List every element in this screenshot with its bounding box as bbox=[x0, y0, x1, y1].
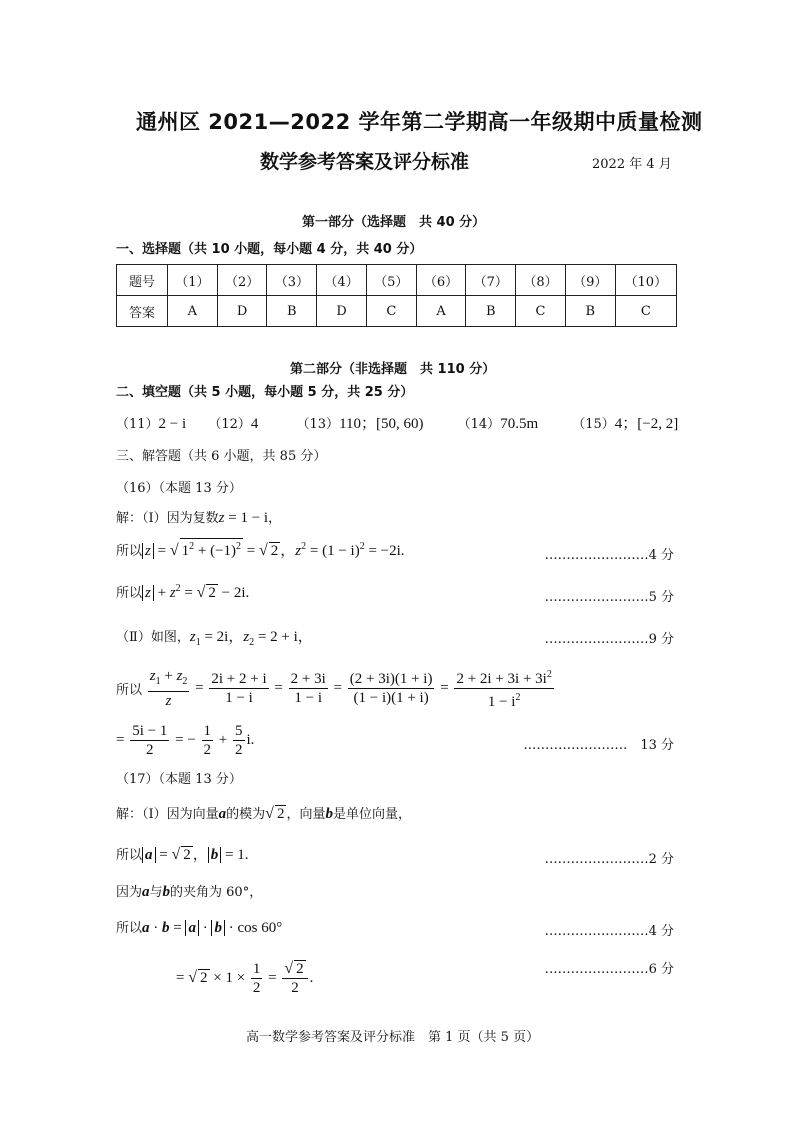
q17-heading: （17）（本题 13 分） bbox=[116, 772, 242, 787]
q17-line2-prefix: 所以 bbox=[116, 848, 143, 863]
q16-line5 bbox=[116, 666, 556, 711]
q16-score1: ……………………4 分 bbox=[544, 548, 674, 563]
q16-line6-math: = $\frac{5i - 1}{2}$ = − $\frac{1}{2}$ + $\frac{5}{2}$ i. bbox=[116, 723, 255, 758]
q17-score2: ……………………4 分 bbox=[544, 924, 674, 939]
q17-line4-prefix: 所以 bbox=[116, 921, 143, 936]
fill-answers-row bbox=[116, 412, 679, 433]
q16-line4-math: $z_1 = 2i$，$z_2 = 2 + i$， bbox=[189, 629, 313, 648]
table-row bbox=[117, 265, 677, 296]
table-cell-label: 题号 bbox=[117, 265, 168, 296]
fill-label-14: （14） bbox=[457, 417, 501, 432]
part1-heading: 第一部分（选择题 共 40 分） bbox=[302, 215, 486, 230]
q16-line4 bbox=[116, 625, 313, 648]
q17-line3-a: 因为 bbox=[116, 885, 143, 900]
q17-line1-a: 解：（Ⅰ）因为向量 bbox=[116, 807, 219, 822]
q16-line2-prefix: 所以 bbox=[116, 544, 143, 559]
table-cell: （10） bbox=[615, 265, 676, 296]
solve-section-title: 三、解答题（共 6 小题，共 85 分） bbox=[116, 449, 327, 464]
q17-line1 bbox=[116, 803, 411, 823]
table-cell: B bbox=[267, 296, 317, 327]
table-cell: （9） bbox=[565, 265, 615, 296]
vector-a: a bbox=[142, 884, 150, 900]
table-cell: C bbox=[516, 296, 566, 327]
q17-line2 bbox=[116, 843, 249, 864]
fill-label-11: （11） bbox=[116, 417, 159, 432]
q17-line5-math: = √ 2 × 1 × $\frac{1}{2}$ = $\frac{√ 2}{2}$ . bbox=[176, 960, 314, 996]
q16-line1-math: z = 1 − i bbox=[218, 510, 269, 526]
q17-line2-math: a = √ 2 ， b = 1. bbox=[142, 847, 248, 863]
table-cell: （3） bbox=[267, 265, 317, 296]
table-cell: A bbox=[168, 296, 218, 327]
q17-line3-c: 的夹角为 60°， bbox=[170, 885, 263, 900]
q16-score4: …………………… 13 分 bbox=[523, 738, 674, 753]
vector-a: a bbox=[218, 806, 227, 822]
q17-line1-b: 的模为 bbox=[226, 807, 266, 822]
q16-score2: ……………………5 分 bbox=[544, 590, 674, 605]
table-cell: （5） bbox=[366, 265, 416, 296]
table-cell: A bbox=[416, 296, 466, 327]
table-cell: B bbox=[565, 296, 615, 327]
page-subtitle: 数学参考答案及评分标准 bbox=[260, 151, 470, 173]
table-cell: （8） bbox=[516, 265, 566, 296]
table-cell: C bbox=[366, 296, 416, 327]
q17-score3: ……………………6 分 bbox=[544, 962, 674, 977]
table-cell: （2） bbox=[217, 265, 267, 296]
q16-line6 bbox=[116, 722, 254, 759]
q16-line2 bbox=[116, 538, 405, 560]
vector-b: b bbox=[162, 884, 171, 900]
fill-answer-14: 70.5m bbox=[500, 416, 539, 432]
table-cell: C bbox=[615, 296, 676, 327]
q16-line2-math: z = √ $1^2 + (-1)^2$ = √ 2 ，$z^2 = (1 - i)^2 = -2i$. bbox=[142, 543, 405, 559]
exam-date: 2022 年 4 月 bbox=[592, 157, 672, 172]
table-cell: B bbox=[466, 296, 516, 327]
table-cell: （6） bbox=[416, 265, 466, 296]
q17-line3-b: 与 bbox=[149, 885, 163, 900]
page-footer: 高一数学参考答案及评分标准 第 1 页（共 5 页） bbox=[246, 1030, 540, 1045]
vector-b: b bbox=[325, 806, 333, 822]
fill-label-13: （13） bbox=[296, 417, 340, 432]
fill-answer-12: 4 bbox=[250, 416, 259, 432]
choice-section-title: 一、选择题（共 10 小题，每小题 4 分，共 40 分） bbox=[116, 242, 423, 257]
q17-line5 bbox=[176, 960, 313, 997]
q16-line3 bbox=[116, 582, 249, 602]
part2-heading: 第二部分（非选择题 共 110 分） bbox=[290, 362, 496, 377]
q17-line4 bbox=[116, 917, 282, 937]
q16-heading: （16）（本题 13 分） bbox=[116, 481, 242, 496]
q17-score1: ……………………2 分 bbox=[544, 852, 674, 867]
q17-line1-c: ，向量 bbox=[286, 807, 326, 822]
table-cell: （1） bbox=[168, 265, 218, 296]
fill-section-title: 二、填空题（共 5 小题，每小题 5 分，共 25 分） bbox=[116, 385, 414, 400]
q16-score3: ……………………9 分 bbox=[544, 632, 674, 647]
table-cell: D bbox=[217, 296, 267, 327]
table-cell: D bbox=[317, 296, 367, 327]
fill-answer-11: 2 − i bbox=[158, 416, 187, 432]
table-cell-label: 答案 bbox=[117, 296, 168, 327]
q16-line4-text: （Ⅱ）如图， bbox=[116, 630, 190, 645]
q17-line3 bbox=[116, 881, 262, 901]
q16-line1: 解：（Ⅰ）因为复数z = 1 − i， bbox=[116, 510, 282, 526]
q16-line5-math: $\frac{z_1 + z_2}{z}$ = $\frac{2i + 2 + i}{1 - i}$ = $\frac{2 + 3i}{1 - i}$ = $\frac{(2 + 3i)(1 + i)}{(1 - i)(1 + i)}$ = $\frac{2 + 2i + 3i + 3i^2}{1 - i^2}$ bbox=[149, 668, 552, 710]
fill-answer-13: 110；[50, 60) bbox=[339, 416, 424, 432]
q16-line3-prefix: 所以 bbox=[116, 586, 143, 601]
table-cell: （4） bbox=[317, 265, 367, 296]
q17-line4-math: a · b = a · b · cos 60° bbox=[142, 920, 283, 936]
q16-line1-text: 解：（Ⅰ）因为复数 bbox=[116, 511, 219, 526]
table-row bbox=[117, 296, 677, 327]
page-title: 通州区 2021—2022 学年第二学期高一年级期中质量检测 bbox=[136, 110, 703, 134]
q17-line1-math: √ 2 bbox=[265, 805, 285, 822]
table-cell: （7） bbox=[466, 265, 516, 296]
q16-line3-math: $z + z^2$ = √ 2 − 2i. bbox=[142, 585, 249, 601]
q16-line5-prefix: 所以 bbox=[116, 682, 143, 698]
fill-label-12: （12） bbox=[208, 417, 251, 432]
answer-table bbox=[116, 264, 677, 327]
fill-answer-15: 4；[−2, 2] bbox=[614, 416, 679, 432]
fill-label-15: （15） bbox=[572, 417, 615, 432]
q17-line1-d: 是单位向量， bbox=[332, 807, 411, 822]
